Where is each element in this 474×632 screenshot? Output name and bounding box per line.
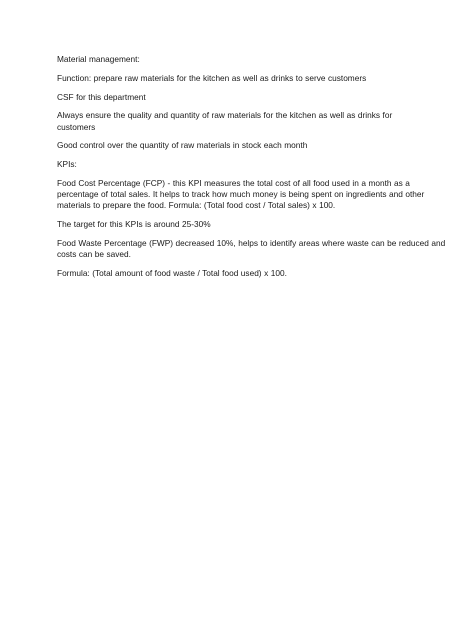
fcp-line-1: Food Cost Percentage (FCP) - this KPI measures the total cost of all food used in a month as a (57, 177, 410, 188)
fwp-line-2: costs can be saved. (57, 249, 131, 260)
document-body (57, 54, 446, 287)
fcp-line-3: materials to prepare the food. Formula: (Total food cost / Total sales) x 100. (57, 200, 336, 211)
kpis-heading: KPIs: (57, 159, 77, 170)
target-paragraph: The target for this KPIs is around 25-30% (57, 219, 211, 230)
csf-paragraph: Always ensure the quality and quantity of raw materials for the kitchen as well as drinks for customers (57, 110, 393, 132)
fcp-line-2: percentage of total sales. It helps to track how much money is being spent on ingredients and other (57, 189, 425, 200)
function-paragraph: Function: prepare raw materials for the kitchen as well as drinks to serve customers (57, 72, 367, 83)
fwp-paragraph (57, 237, 446, 260)
fwp-line-1: Food Waste Percentage (FWP) decreased 10%, helps to identify areas where waste can be reduced and (57, 237, 446, 248)
fcp-paragraph (57, 178, 425, 212)
heading-material-management: Material management: (57, 54, 140, 64)
fwp-formula-paragraph: Formula: (Total amount of food waste / Total food used) x 100. (57, 267, 287, 278)
stock-control-paragraph: Good control over the quantity of raw materials in stock each month (57, 140, 308, 151)
csf-heading: CSF for this department (57, 91, 146, 102)
